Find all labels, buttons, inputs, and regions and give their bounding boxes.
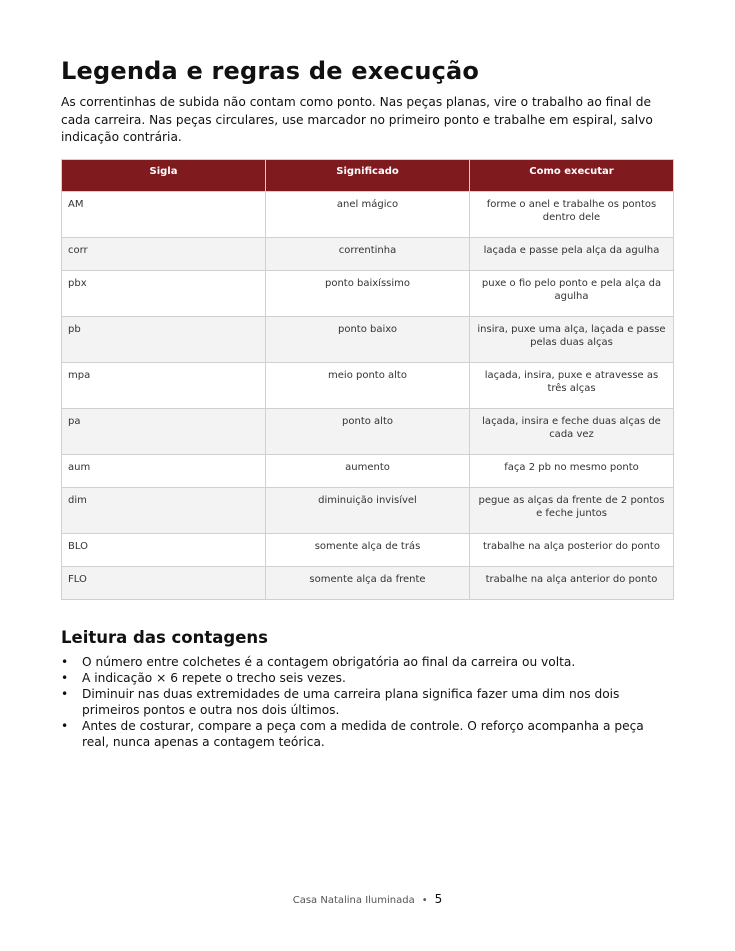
- cell-significado: diminuição invisível: [266, 487, 470, 533]
- table-header-row: [62, 159, 674, 191]
- bullet-icon: •: [61, 654, 69, 669]
- cell-significado: correntinha: [266, 237, 470, 270]
- footer-title: Casa Natalina Iluminada: [292, 895, 415, 906]
- cell-sigla: aum: [62, 454, 266, 487]
- cell-significado: somente alça de trás: [266, 533, 470, 566]
- cell-como-executar: trabalhe na alça posterior do ponto: [470, 533, 674, 566]
- table-row: [62, 408, 674, 454]
- cell-significado: meio ponto alto: [266, 362, 470, 408]
- legend-table: [61, 159, 674, 600]
- table-row: [62, 237, 674, 270]
- cell-sigla: pbx: [62, 270, 266, 316]
- cell-sigla: pa: [62, 408, 266, 454]
- cell-significado: ponto baixíssimo: [266, 270, 470, 316]
- footer-separator: •: [421, 895, 428, 906]
- list-item: [61, 718, 674, 750]
- list-item: [61, 670, 674, 686]
- cell-significado: ponto alto: [266, 408, 470, 454]
- bullet-icon: •: [61, 718, 69, 733]
- table-row: [62, 316, 674, 362]
- table-row: [62, 270, 674, 316]
- header-como-executar: Como executar: [470, 159, 674, 191]
- cell-como-executar: faça 2 pb no mesmo ponto: [470, 454, 674, 487]
- cell-significado: ponto baixo: [266, 316, 470, 362]
- cell-como-executar: puxe o fio pelo ponto e pela alça da agulha: [470, 270, 674, 316]
- cell-sigla: BLO: [62, 533, 266, 566]
- cell-sigla: pb: [62, 316, 266, 362]
- page-content: [61, 56, 674, 750]
- cell-significado: somente alça da frente: [266, 566, 470, 599]
- header-sigla: Sigla: [62, 159, 266, 191]
- cell-sigla: AM: [62, 191, 266, 237]
- header-significado: Significado: [266, 159, 470, 191]
- cell-como-executar: trabalhe na alça anterior do ponto: [470, 566, 674, 599]
- list-item-text: A indicação × 6 repete o trecho seis vezes.: [82, 670, 346, 685]
- table-row: [62, 487, 674, 533]
- cell-sigla: FLO: [62, 566, 266, 599]
- cell-sigla: dim: [62, 487, 266, 533]
- table-row: [62, 191, 674, 237]
- cell-sigla: mpa: [62, 362, 266, 408]
- cell-como-executar: pegue as alças da frente de 2 pontos e feche juntos: [470, 487, 674, 533]
- list-item-text: Antes de costurar, compare a peça com a medida de controle. O reforço acompanha a peça real, nunca apenas a contagem teórica.: [82, 718, 644, 749]
- section-heading: Leitura das contagens: [61, 627, 268, 647]
- cell-como-executar: laçada, insira, puxe e atravesse as três alças: [470, 362, 674, 408]
- list-item: [61, 654, 674, 670]
- page-title: Legenda e regras de execução: [61, 57, 480, 85]
- intro-paragraph: As correntinhas de subida não contam como ponto. Nas peças planas, vire o trabalho ao final de cada carreira. Nas peças circulares, use marcador no primeiro ponto e trabalhe em espiral, salvo indicação contrária.: [61, 95, 653, 144]
- list-item-text: O número entre colchetes é a contagem obrigatória ao final da carreira ou volta.: [82, 654, 576, 669]
- list-item: [61, 686, 674, 718]
- cell-como-executar: insira, puxe uma alça, laçada e passe pelas duas alças: [470, 316, 674, 362]
- cell-significado: anel mágico: [266, 191, 470, 237]
- table-row: [62, 362, 674, 408]
- bullet-icon: •: [61, 686, 69, 701]
- cell-como-executar: forme o anel e trabalhe os pontos dentro dele: [470, 191, 674, 237]
- cell-significado: aumento: [266, 454, 470, 487]
- cell-como-executar: laçada e passe pela alça da agulha: [470, 237, 674, 270]
- cell-como-executar: laçada, insira e feche duas alças de cada vez: [470, 408, 674, 454]
- table-row: [62, 566, 674, 599]
- bullet-icon: •: [61, 670, 69, 685]
- cell-sigla: corr: [62, 237, 266, 270]
- table-row: [62, 533, 674, 566]
- page-footer: [0, 892, 735, 906]
- table-row: [62, 454, 674, 487]
- list-item-text: Diminuir nas duas extremidades de uma carreira plana significa fazer uma dim nos dois primeiros pontos e outra nos dois últimos.: [82, 686, 620, 717]
- page-number: 5: [434, 892, 443, 906]
- reading-list: [61, 654, 674, 750]
